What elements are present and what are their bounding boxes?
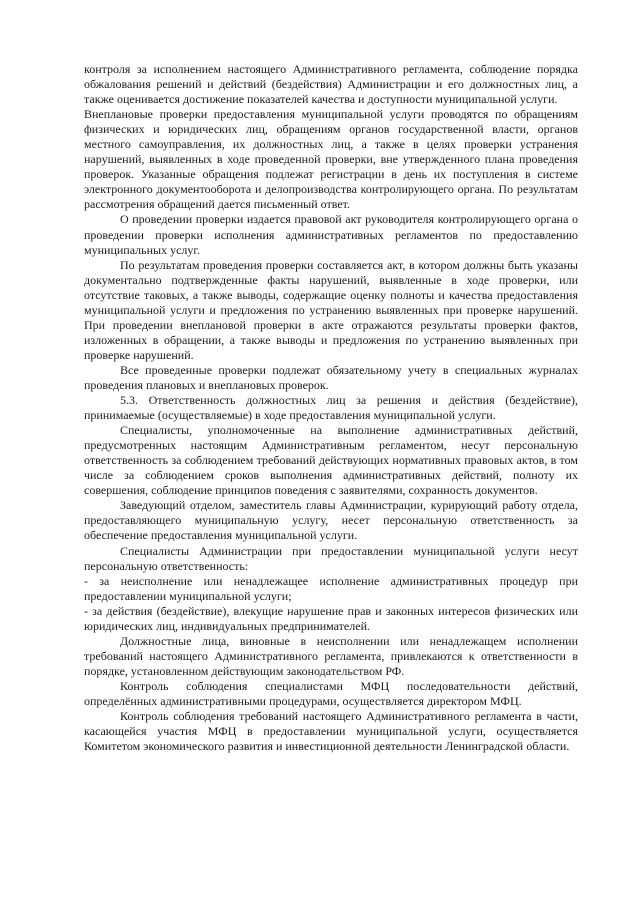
paragraph-inspection-registry: Все проведенные проверки подлежат обязательному учету в специальных журналах проведения плановых и внеплановых проверок. bbox=[84, 362, 578, 392]
paragraph-administration-specialists: Специалисты Администрации при предоставлении муниципальной услуги несут персональную ответственность: bbox=[84, 543, 578, 573]
list-item-procedures-failure: - за неисполнение или ненадлежащее исполнение административных процедур при предоставлении муниципальной услуги; bbox=[84, 573, 578, 603]
paragraph-inspection-report: По результатам проведения проверки составляется акт, в котором должны быть указаны документально подтвержденные факты нарушений, выявленные в ходе проверки, или отсутствие таковых, а также выводы, содержащие оценку полноты и качества предоставления муниципальной услуги и предложения по устранению выявленных при проверке нарушений. При проведении внеплановой проверки в акте отражаются результаты проверки фактов, изложенных в обращении, а также выводы и предложения по устранению выявленных при проверке нарушений. bbox=[84, 257, 578, 362]
paragraph-specialists-responsibility: Специалисты, уполномоченные на выполнение административных действий, предусмотренных настоящим Административным регламентом, несут персональную ответственность за соблюдением требований действующих нормативных правовых актов, в том числе за соблюдением сроков выполнения административных действий, полноту их совершения, соблюдение принципов поведения с заявителями, сохранность документов. bbox=[84, 423, 578, 498]
paragraph-unscheduled-inspections: Внеплановые проверки предоставления муниципальной услуги проводятся по обращениям физических и юридических лиц, обращениям органов государственной власти, органов местного самоуправления, их должностных лиц, а также в целях проверки устранения нарушений, выявленных в ходе проведенной проверки, вне утвержденного плана проведения проверок. Указанные обращения подлежат регистрации в день их поступления в системе электронного документооборота и делопроизводства контролирующего органа. По результатам рассмотрения обращений дается письменный ответ. bbox=[84, 107, 578, 212]
paragraph-section-5-3: 5.3. Ответственность должностных лиц за решения и действия (бездействие), принимаемые (осуществляемые) в ходе предоставления муниципальной услуги. bbox=[84, 393, 578, 423]
document-page bbox=[84, 62, 578, 754]
list-item-rights-violation: - за действия (бездействие), влекущие нарушение прав и законных интересов физических или юридических лиц, индивидуальных предпринимателей. bbox=[84, 603, 578, 633]
paragraph-committee-control: Контроль соблюдения требований настоящего Административного регламента в части, касающейся участия МФЦ в предоставлении муниципальной услуги, осуществляется Комитетом экономического развития и инвестиционной деятельности Ленинградской области. bbox=[84, 709, 578, 754]
paragraph-mfc-director-control: Контроль соблюдения специалистами МФЦ последовательности действий, определённых административными процедурами, осуществляется директором МФЦ. bbox=[84, 678, 578, 708]
paragraph-inspection-legal-act: О проведении проверки издается правовой акт руководителя контролирующего органа о проведении проверки исполнения административных регламентов по предоставлению муниципальных услуг. bbox=[84, 212, 578, 257]
paragraph-control-continuation: контроля за исполнением настоящего Административного регламента, соблюдение порядка обжалования решений и действий (бездействия) Администрации и его должностных лиц, а также оценивается достижение показателей качества и доступности муниципальной услуги. bbox=[84, 62, 578, 107]
paragraph-department-head-responsibility: Заведующий отделом, заместитель главы Администрации, курирующий работу отдела, предоставляющего муниципальную услугу, несет персональную ответственность за обеспечение предоставления муниципальной услуги. bbox=[84, 498, 578, 543]
paragraph-officials-liability: Должностные лица, виновные в неисполнении или ненадлежащем исполнении требований настоящего Административного регламента, привлекаются к ответственности в порядке, установленном действующим законодательством РФ. bbox=[84, 633, 578, 678]
